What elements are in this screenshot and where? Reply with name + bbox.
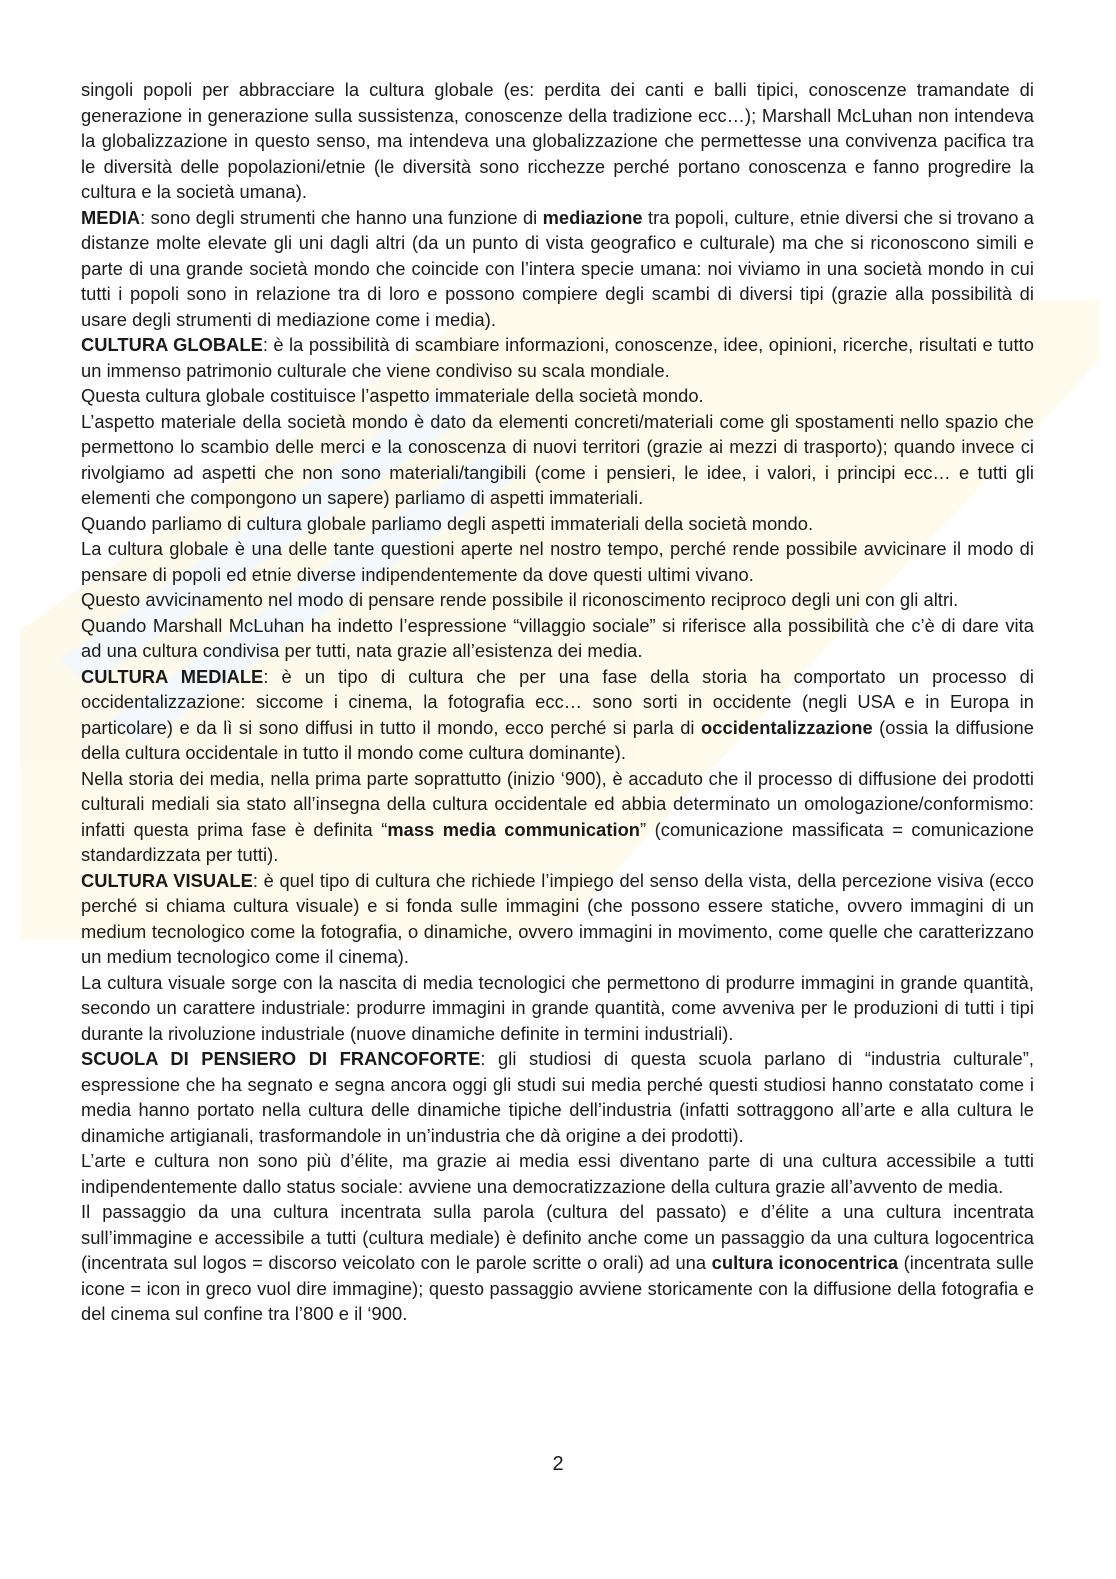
paragraph-media: MEDIA: sono degli strumenti che hanno una funzione di mediazione tra popoli, culture, etnie diversi che si trovano a distanze molte elevate gli uni dagli altri (da un punto di vista geografico e culturale) ma che si riconoscono simili e parte di una grande società mondo che coincide con l’intera specie umana: noi viviamo in una società mondo in cui tutti i popoli sono in relazione tra di loro e possono compiere degli scambi di diversi tipi (grazie alla possibilità di usare degli strumenti di mediazione come i media). (81, 206, 1034, 330)
term-cultura-globale: CULTURA GLOBALE (81, 334, 263, 355)
paragraph-nascita-media: La cultura visuale sorge con la nascita di media tecnologici che permettono di produrre immagini in grande quantità, secondo un carattere industriale: produrre immagini in grande quantità, come avveniva per le produzioni di tutti i tipi durante la rivoluzione industriale (nuove dinamiche definite in termini industriali). (81, 971, 1034, 1044)
term-mediazione: mediazione (542, 206, 643, 228)
paragraph-globalizzazione: singoli popoli per abbracciare la cultura globale (es: perdita dei canti e balli tipici, conoscenze tramandate di generazione in generazione sulla sussistenza, conoscenze della tradizione ecc…); Marshall McLuhan non intendeva la globalizzazione in questo senso, ma intendeva una globalizzazione che permettesse una convivenza pacifica tra le diversità delle popolazioni/etnie (le diversità sono ricchezze perché portano conoscenza e fanno progredire la cultura e la società umana). (81, 79, 1034, 202)
paragraph-cultura-mediale: CULTURA MEDIALE: è un tipo di cultura che per una fase della storia ha comportato un processo di occidentalizzazione: siccome i cinema, la fotografia ecc… sono sorti in occidente (negli USA e in Europa in particolare) e da lì si sono diffusi in tutto il mondo, ecco perché si parla di occidentalizzazione (ossia la diffusione della cultura occidentale in tutto il mondo come cultura dominante). (81, 665, 1035, 763)
paragraph-francoforte: SCUOLA DI PENSIERO DI FRANCOFORTE: gli studiosi di questa scuola parlano di “industria culturale”, espressione che ha segnato e segna ancora oggi gli studi sui media perché questi studiosi hanno constatato come i media hanno portato nella cultura delle dinamiche tipiche dell’industria (infatti sottraggono all’arte e alla cultura le dinamiche artigianali, trasformandole in un’industria che dà origine a dei prodotti). (81, 1048, 1034, 1146)
paragraph-storia-media: Nella storia dei media, nella prima parte soprattutto (inizio ‘900), è accaduto che il processo di diffusione dei prodotti culturali mediali sia stato all’insegna della cultura occidentale ed abbia determinato un omologazione/conformismo: infatti questa prima fase è definita “mass media communication” (comunicazione massificata = comunicazione standardizzata per tutti). (81, 767, 1034, 865)
term-media: MEDIA (81, 206, 141, 228)
paragraph-riconoscimento: Questo avvicinamento nel modo di pensare rende possibile il riconoscimento reciproco degli uni con gli altri. (81, 589, 959, 610)
paragraph-aspetto-immateriale: Questa cultura globale costituisce l’aspetto immateriale della società mondo. (81, 385, 704, 406)
paragraph-cultura-globale: CULTURA GLOBALE: è la possibilità di scambiare informazioni, conoscenze, idee, opinioni, ricerche, risultati e tutto un immenso patrimonio culturale che viene condiviso su scala mondiale. (81, 334, 1034, 381)
paragraph-aspetto-materiale: L’aspetto materiale della società mondo è dato da elementi concreti/materiali come gli spostamenti nello spazio che permettono lo scambio delle merci e la conoscenza di nuovi territori (grazie ai mezzi di trasporto); quando invece ci rivolgiamo ad aspetti che non sono materiali/tangibili (come i pensieri, le idee, i valori, i principi ecc… e tutti gli elementi che compongono un sapere) parliamo di aspetti immateriali. (81, 410, 1034, 508)
term-cultura-mediale: CULTURA MEDIALE (81, 665, 264, 687)
term-occidentalizzazione: occidentalizzazione (701, 716, 873, 738)
term-mass-media-communication: mass media communication (387, 818, 641, 840)
term-cultura-visuale: CULTURA VISUALE (81, 869, 253, 891)
term-scuola-francoforte: SCUOLA DI PENSIERO DI FRANCOFORTE (81, 1048, 481, 1069)
document-page (81, 77, 1034, 1327)
paragraph-aspetti-immateriali: Quando parliamo di cultura globale parliamo degli aspetti immateriali della società mondo. (81, 512, 814, 534)
paragraph-cultura-visuale: CULTURA VISUALE: è quel tipo di cultura che richiede l’impiego del senso della vista, della percezione visiva (ecco perché si chiama cultura visuale) e si fonda sulle immagini (che possono essere statiche, ovvero immagini di un medium tecnologico come la fotografia, o dinamiche, ovvero immagini in movimento, come quelle che caratterizzano un medium tecnologico come il cinema). (81, 869, 1035, 967)
paragraph-villaggio: Quando Marshall McLuhan ha indetto l’espressione “villaggio sociale” si riferisce alla possibilità che c’è di dare vita ad una cultura condivisa per tutti, nata grazie all’esistenza dei media. (81, 614, 1034, 661)
paragraph-iconocentrica: Il passaggio da una cultura incentrata sulla parola (cultura del passato) e d’élite a una cultura incentrata sull’immagine e accessibile a tutti (cultura mediale) è definito anche come un passaggio da una cultura logocentrica (incentrata sul logos = discorso veicolato con le parole scritte o orali) ad una cultura iconocentrica (incentrata sulle icone = icon in greco vuol dire immagine); questo passaggio avviene storicamente con la diffusione della fotografia e del cinema sul confine tra l’800 e il ‘900. (81, 1201, 1034, 1324)
page-number: 2 (552, 1453, 564, 1475)
term-cultura-iconocentrica: cultura iconocentrica (711, 1252, 899, 1273)
paragraph-questioni-aperte: La cultura globale è una delle tante questioni aperte nel nostro tempo, perché rende possibile avvicinare il modo di pensare di popoli ed etnie diverse indipendentemente da dove questi ultimi vivano. (81, 538, 1034, 585)
paragraph-democratizzazione: L’arte e cultura non sono più d’élite, ma grazie ai media essi diventano parte di una cultura accessibile a tutti indipendentemente dallo status sociale: avviene una democratizzazione della cultura grazie all’avvento de media. (81, 1150, 1034, 1197)
